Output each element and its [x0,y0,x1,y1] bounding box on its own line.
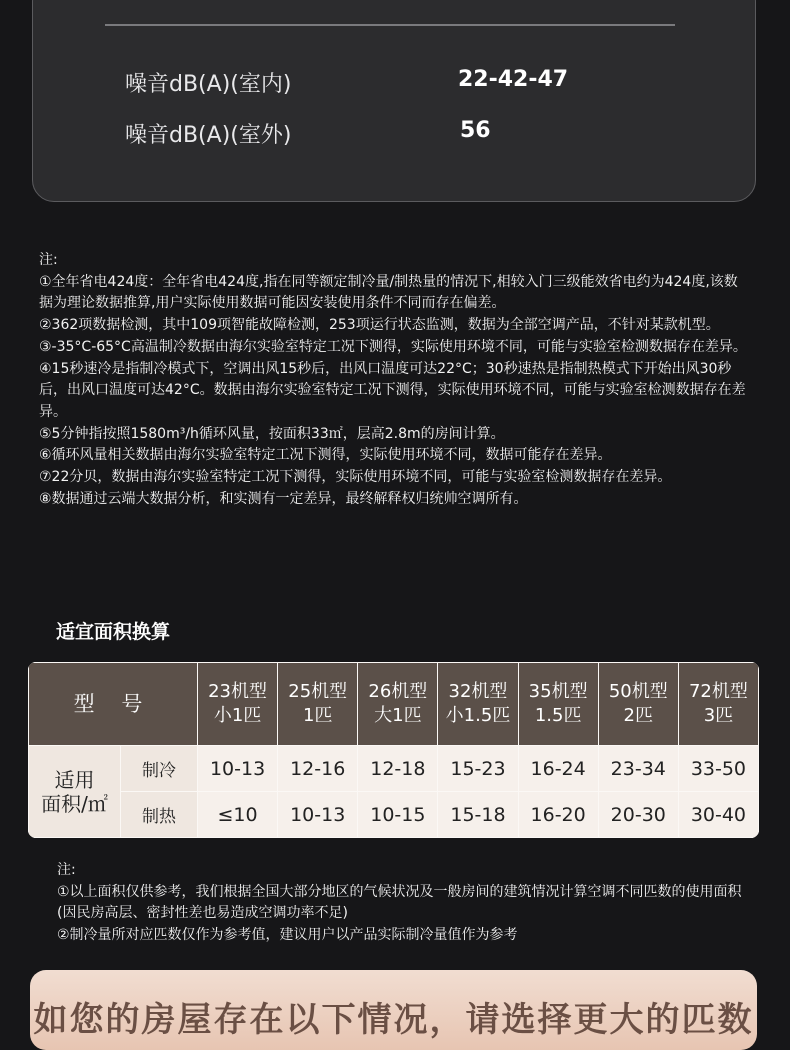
cooling-value: 10-13 [198,746,278,792]
model-name: 50机型 [608,681,668,702]
model-cell [678,663,758,746]
model-cell [518,663,598,746]
table-header-row [29,663,759,746]
cooling-label: 制冷 [121,746,198,792]
recommendation-banner [30,970,757,1050]
table-row-heating [29,792,759,838]
model-hp: 小1.5匹 [445,705,511,726]
cooling-value: 16-24 [518,746,598,792]
area-conversion-table [28,662,759,838]
cooling-value: 33-50 [678,746,758,792]
model-type-header: 型 号 [29,663,198,746]
model-cell [598,663,678,746]
indoor-noise-value: 22-42-47 [458,67,569,92]
model-hp: 2匹 [623,705,653,726]
area-notes [57,860,757,946]
model-cell [278,663,358,746]
note-item: ⑥循环风量相关数据由海尔实验室特定工况下测得，实际使用环境不同，数据可能存在差异。 [39,447,612,464]
model-cell [358,663,438,746]
note-item: ②制冷量所对应匹数仅作为参考值，建议用户以产品实际制冷量值作为参考 [57,926,518,943]
note-item: ③-35°C-65°C高温制冷数据由海尔实验室特定工况下测得，实际使用环境不同，可能与实验室检测数据存在差异。 [39,338,747,355]
notes-heading: 注: [39,252,58,268]
note-item: ①以上面积仅供参考，我们根据全国大部分地区的气候状况及一般房间的建筑情况计算空调不同匹数的使用面积(因民房高层、密封性差也易造成空调功率不足) [57,883,742,921]
cooling-value: 23-34 [598,746,678,792]
area-section-title: 适宜面积换算 [56,621,171,643]
notes2-heading: 注: [57,862,76,878]
model-name: 72机型 [688,681,748,702]
note-item: ①全年省电424度：全年省电424度,指在同等额定制冷量/制热量的情况下,相较入门三级能效省电约为424度,该数据为理论数据推算,用户实际使用数据可能因安装使用条件不同而存在偏差。 [39,273,738,312]
model-cell [198,663,278,746]
heating-value: 10-13 [278,792,358,838]
note-item: ⑧数据通过云端大数据分析，和实测有一定差异，最终解释权归统帅空调所有。 [39,490,528,507]
outdoor-noise-value: 56 [460,118,491,143]
cooling-value: 12-18 [358,746,438,792]
cooling-value: 12-16 [278,746,358,792]
area-row-header [29,746,121,838]
model-hp: 3匹 [703,705,734,726]
model-name: 35机型 [528,681,588,702]
note-item: ②362项数据检测，其中109项智能故障检测，253项运行状态监测，数据为全部空调产品，不针对某款机型。 [39,317,720,334]
outdoor-noise-label: 噪音dB(A)(室外) [125,123,292,148]
note-item: ⑦22分贝，数据由海尔实验室特定工况下测得，实际使用环境不同，可能与实验室检测数据存在差异。 [39,469,672,486]
disclaimer-notes [39,250,751,510]
indoor-noise-label: 噪音dB(A)(室内) [125,72,292,97]
model-hp: 1匹 [302,705,333,726]
model-hp: 1.5匹 [534,705,582,726]
heating-value: 20-30 [598,792,678,838]
heating-value: 15-18 [438,792,518,838]
area-row-header-line1: 适用 [54,767,95,792]
table-row-cooling [29,746,759,792]
heating-value: 16-20 [518,792,598,838]
heating-label: 制热 [121,792,198,838]
cooling-value: 15-23 [438,746,518,792]
note-item: ⑤5分钟指按照1580m³/h循环风量，按面积33㎡，层高2.8m的房间计算。 [39,425,505,442]
heating-value: ≤10 [198,792,278,838]
model-name: 23机型 [208,681,268,702]
heating-value: 30-40 [678,792,758,838]
model-name: 32机型 [448,681,508,702]
spec-card [32,0,756,202]
model-cell [438,663,518,746]
model-hp: 大1匹 [374,705,422,726]
model-hp: 小1匹 [213,705,262,726]
divider [105,24,675,26]
area-row-header-line2: 面积/㎡ [41,791,108,816]
note-item: ④15秒速冷是指制冷模式下，空调出风15秒后，出风口温度可达22°C；30秒速热是指制热模式下开始出风30秒后，出风口温度可达42°C。数据由海尔实验室特定工况下测得，实际使用环境不同，可能与实验室检测数据存在差异。 [39,360,746,420]
model-name: 25机型 [288,681,348,702]
heating-value: 10-15 [358,792,438,838]
banner-text: 如您的房屋存在以下情况，请选择更大的匹数 [33,1000,754,1040]
model-name: 26机型 [368,681,428,702]
